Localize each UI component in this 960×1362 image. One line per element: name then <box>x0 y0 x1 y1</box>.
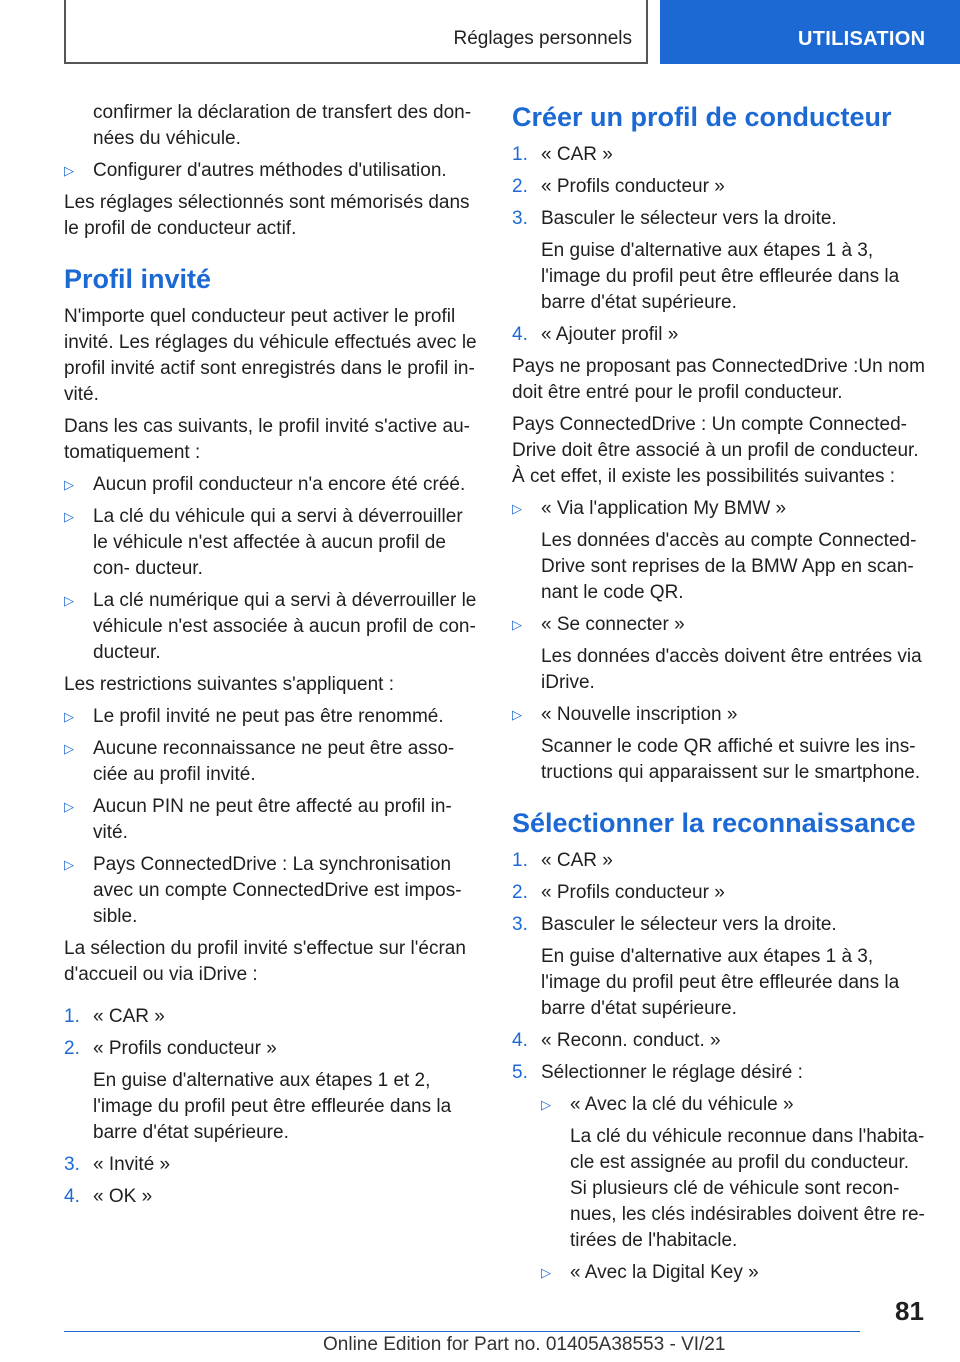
step-item: 1. « CAR » <box>512 848 928 874</box>
list-item: ▷ La clé numérique qui a servi à déverrouiller le véhicule n'est associée à aucun profil de con- ducteur. <box>64 590 477 663</box>
step-number: 2. <box>512 882 528 903</box>
step-item: 2. « Profils conducteur » <box>512 880 928 906</box>
option-note: Les données d'accès doivent être entrées via iDrive. <box>541 646 922 693</box>
triangle-bullet-icon: ▷ <box>64 163 74 178</box>
paragraph: N'importe quel conducteur peut activer le profil invité. Les réglages du véhicule effectués avec le profil invité actif sont enregistrés dans le profil in- vité. <box>64 306 477 405</box>
paragraph: Pays ne proposant pas ConnectedDrive :Un nom doit être entré pour le profil conducteur. <box>512 356 925 403</box>
step-number: 2. <box>512 176 528 197</box>
step-number: 1. <box>64 1006 80 1027</box>
page-number: 81 <box>895 1296 924 1326</box>
step-number: 4. <box>64 1186 80 1207</box>
step-number: 4. <box>512 324 528 345</box>
section-title: Réglages personnels <box>453 28 632 49</box>
step-item: 3. « Invité » <box>64 1152 480 1178</box>
step-note: En guise d'alternative aux étapes 1 à 3, l'image du profil peut être effleurée dans la barre d'état supérieure. <box>541 240 900 313</box>
list-item: ▷ « Avec la Digital Key » <box>541 1260 928 1286</box>
list-item: ▷ « Via l'application My BMW » <box>512 496 928 522</box>
triangle-bullet-icon: ▷ <box>64 593 74 608</box>
paragraph: Pays ConnectedDrive : Un compte Connected- Drive doit être associé à un profil de conducteur. À cet effet, il existe les possibilités suivantes : <box>512 414 919 487</box>
list-item: ▷ Aucun profil conducteur n'a encore été créé. <box>64 472 480 498</box>
page-header <box>0 0 960 66</box>
triangle-bullet-icon: ▷ <box>512 501 522 516</box>
paragraph: Les réglages sélectionnés sont mémorisés dans le profil de conducteur actif. <box>64 192 470 239</box>
right-column <box>512 100 928 1292</box>
option-note: Scanner le code QR affiché et suivre les ins- tructions qui apparaissent sur le smartphone. <box>541 736 921 783</box>
section-heading-guest: Profil invité <box>64 264 212 294</box>
paragraph: La sélection du profil invité s'effectue sur l'écran d'accueil ou via iDrive : <box>64 938 466 985</box>
paragraph: Dans les cas suivants, le profil invité s'active au- tomatiquement : <box>64 416 470 463</box>
step-number: 1. <box>512 850 528 871</box>
list-item: ▷ Configurer d'autres méthodes d'utilisation. <box>64 158 480 184</box>
step-number: 5. <box>512 1062 528 1083</box>
triangle-bullet-icon: ▷ <box>64 799 74 814</box>
footer-edition: Online Edition for Part no. 01405A38553 - VI/21 <box>323 1334 726 1355</box>
triangle-bullet-icon: ▷ <box>64 709 74 724</box>
list-item: ▷ « Avec la clé du véhicule » <box>541 1092 928 1118</box>
chapter-title: UTILISATION <box>798 28 926 50</box>
step-item: 2. « Profils conducteur » <box>64 1036 480 1062</box>
nested-options <box>512 1092 928 1286</box>
list-item: ▷ « Nouvelle inscription » <box>512 702 928 728</box>
triangle-bullet-icon: ▷ <box>64 477 74 492</box>
continued-text: confirmer la déclaration de transfert des don- nées du véhicule. <box>93 102 472 149</box>
step-number: 2. <box>64 1038 80 1059</box>
step-item: 4. « OK » <box>64 1184 480 1210</box>
step-number: 4. <box>512 1030 528 1051</box>
step-item: 4. « Reconn. conduct. » <box>512 1028 928 1054</box>
step-item: 4. « Ajouter profil » <box>512 322 928 348</box>
paragraph: Les restrictions suivantes s'appliquent : <box>64 674 394 695</box>
triangle-bullet-icon: ▷ <box>541 1097 551 1112</box>
triangle-bullet-icon: ▷ <box>512 617 522 632</box>
step-number: 3. <box>512 208 528 229</box>
option-note: La clé du véhicule reconnue dans l'habita- cle est assignée au profil du conducteur. Si plusieurs clé de véhicule sont recon- nues, les clés indésirables doivent être re- tirées de l'habitacle. <box>570 1126 925 1251</box>
step-number: 1. <box>512 144 528 165</box>
triangle-bullet-icon: ▷ <box>541 1265 551 1280</box>
triangle-bullet-icon: ▷ <box>64 741 74 756</box>
step-item: 5. Sélectionner le réglage désiré : <box>512 1060 928 1086</box>
triangle-bullet-icon: ▷ <box>64 509 74 524</box>
step-item: 3. Basculer le sélecteur vers la droite. <box>512 912 928 938</box>
triangle-bullet-icon: ▷ <box>512 707 522 722</box>
chapter-tab <box>660 0 960 64</box>
step-note: En guise d'alternative aux étapes 1 et 2, l'image du profil peut être effleurée dans la barre d'état supérieure. <box>93 1070 452 1143</box>
step-item: 3. Basculer le sélecteur vers la droite. <box>512 206 928 232</box>
footer-divider <box>64 1331 860 1332</box>
step-number: 3. <box>512 914 528 935</box>
section-header-box <box>64 0 648 64</box>
list-item: ▷ Aucune reconnaissance ne peut être asso- ciée au profil invité. <box>64 738 455 785</box>
left-column <box>64 100 480 1216</box>
list-item: ▷ Le profil invité ne peut pas être renommé. <box>64 704 480 730</box>
step-number: 3. <box>64 1154 80 1175</box>
triangle-bullet-icon: ▷ <box>64 857 74 872</box>
step-item: 1. « CAR » <box>64 1004 480 1030</box>
step-item: 2. « Profils conducteur » <box>512 174 928 200</box>
option-note: Les données d'accès au compte Connected- Drive sont reprises de la BMW App en scan- nant le code QR. <box>541 530 917 603</box>
list-item: ▷ Pays ConnectedDrive : La synchronisation avec un compte ConnectedDrive est impos- sible. <box>64 854 462 927</box>
list-item: ▷ « Se connecter » <box>512 612 928 638</box>
step-note: En guise d'alternative aux étapes 1 à 3, l'image du profil peut être effleurée dans la barre d'état supérieure. <box>541 946 900 1019</box>
list-item: ▷ La clé du véhicule qui a servi à déverrouiller le véhicule n'est affectée à aucun profil de con- ducteur. <box>64 506 463 579</box>
step-item: 1. « CAR » <box>512 142 928 168</box>
section-heading-recognition: Sélectionner la reconnaissance <box>512 808 916 838</box>
list-item: ▷ Aucun PIN ne peut être affecté au profil in- vité. <box>64 796 452 843</box>
section-heading-create: Créer un profil de conducteur <box>512 102 892 132</box>
